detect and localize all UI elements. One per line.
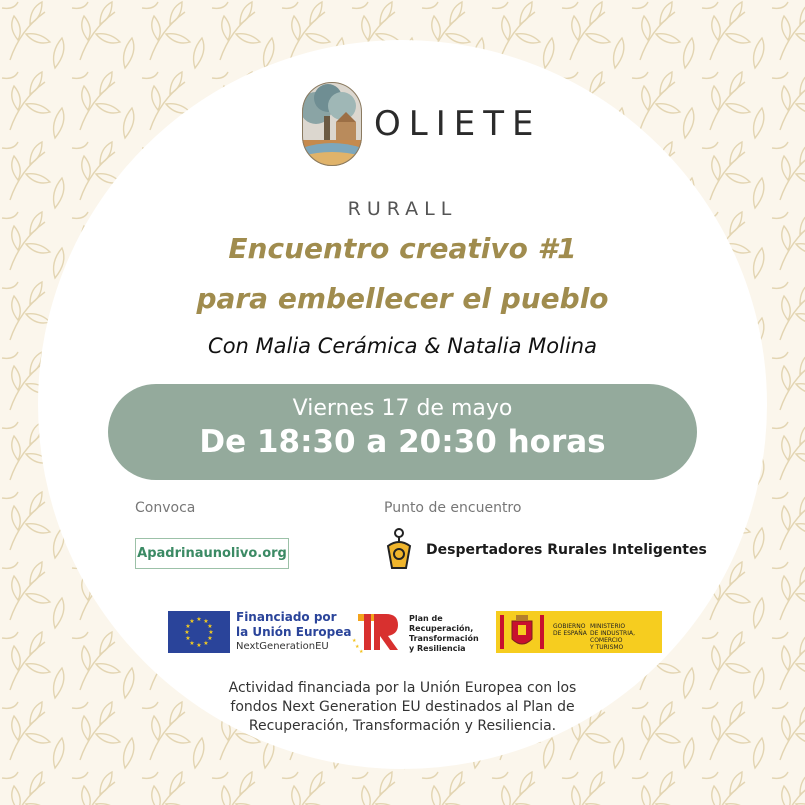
recovery-plan-logo	[352, 612, 404, 654]
svg-text:★: ★	[196, 642, 202, 649]
eu-line1: Financiado por	[236, 610, 337, 624]
svg-text:★: ★	[189, 618, 195, 625]
meeting-point-name: Despertadores Rurales Inteligentes	[426, 542, 707, 558]
brand-name: OLIETE	[374, 104, 542, 144]
organizer-logo: Apadrinaunolivo.org	[135, 538, 289, 569]
eu-funding-text	[236, 610, 351, 640]
ministry-line3: Y TURISMO	[590, 644, 624, 651]
spain-government-logo	[496, 611, 662, 653]
svg-text:★: ★	[207, 635, 213, 642]
spain-coat-of-arms-icon	[496, 611, 548, 653]
next-generation-eu-text: NextGenerationEU	[236, 641, 329, 652]
plan-line2: Recuperación,	[409, 624, 474, 633]
government-text	[553, 623, 587, 637]
event-time: De 18:30 a 20:30 horas	[199, 424, 606, 460]
svg-text:★: ★	[208, 629, 214, 636]
footer-line2: fondos Next Generation EU destinados al Plan de	[230, 699, 575, 715]
footer-line3: Recuperación, Transformación y Resiliencia.	[248, 718, 557, 734]
svg-text:★: ★	[185, 623, 191, 630]
plan-line4: y Resiliencia	[409, 644, 466, 653]
eu-flag-icon	[168, 611, 230, 653]
funding-disclaimer	[0, 679, 805, 736]
gov-line2: DE ESPAÑA	[553, 630, 587, 637]
svg-text:★: ★	[352, 638, 357, 644]
svg-text:★: ★	[184, 629, 190, 636]
svg-text:★: ★	[203, 640, 209, 647]
eu-line2: la Unión Europea	[236, 625, 352, 639]
organization-name: RURALL	[347, 198, 458, 220]
convoca-label: Convoca	[135, 500, 196, 516]
svg-text:★: ★	[207, 623, 213, 630]
alarm-clock-icon	[384, 528, 414, 572]
meeting-point-label: Punto de encuentro	[384, 500, 522, 516]
event-title-line2: para embellecer el pueblo	[196, 282, 609, 315]
svg-text:★: ★	[355, 644, 360, 650]
recovery-plan-text	[409, 614, 479, 654]
event-date: Viernes 17 de mayo	[292, 396, 513, 421]
ministry-line2: DE INDUSTRIA, COMERCIO	[590, 630, 636, 644]
oliete-emblem-logo	[302, 82, 362, 166]
event-title-line1: Encuentro creativo #1	[228, 232, 577, 265]
svg-text:★: ★	[196, 616, 202, 623]
footer-line1: Actividad financiada por la Unión Europea con los	[228, 680, 577, 696]
svg-text:★: ★	[185, 635, 191, 642]
svg-text:★: ★	[203, 618, 209, 625]
svg-text:★: ★	[359, 649, 364, 654]
ministry-line1: MINISTERIO	[590, 623, 626, 630]
svg-text:★: ★	[189, 640, 195, 647]
ministry-text	[590, 623, 662, 651]
plan-line1: Plan de	[409, 614, 443, 623]
plan-line3: Transformación	[409, 634, 479, 643]
schedule-pill	[108, 384, 697, 480]
event-subtitle: Con Malia Cerámica & Natalia Molina	[208, 334, 597, 358]
gov-line1: GOBIERNO	[553, 623, 586, 630]
